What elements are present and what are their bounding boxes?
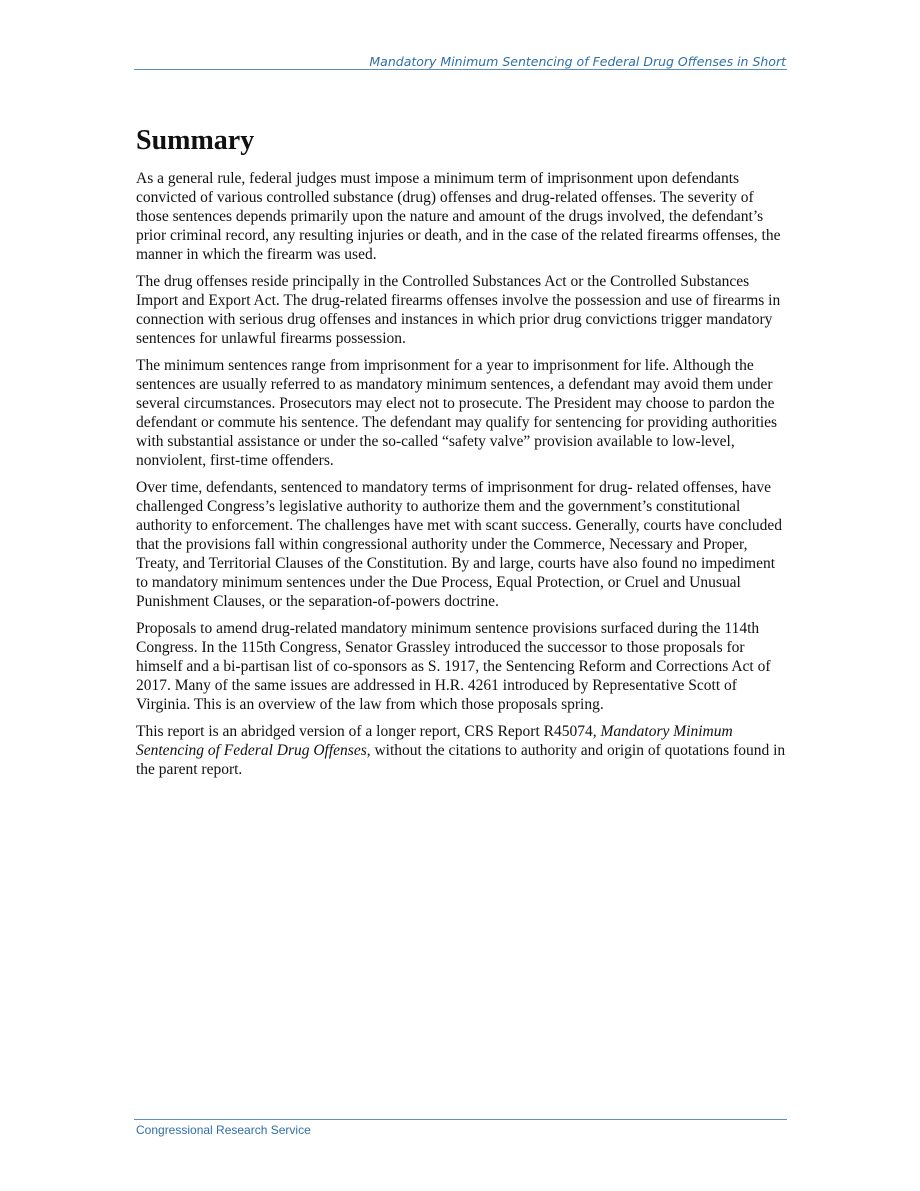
summary-heading: Summary [136, 125, 255, 156]
summary-section [136, 124, 786, 787]
summary-paragraph-6 [136, 722, 786, 779]
summary-paragraph-5: Proposals to amend drug-related mandatory minimum sentence provisions surfaced during the 114th Congress. In the 115th Congress, Senator Grassley introduced the successor to those proposals for himself and a bi-partisan list of co-sponsors as S. 1917, the Sentencing Reform and Corrections Act of 2017. Many of the same issues are addressed in H.R. 4261 introduced by Representative Scott of Virginia. This is an overview of the law from which those proposals spring. [136, 620, 771, 713]
summary-paragraph-2: The drug offenses reside principally in the Controlled Substances Act or the Controlled Substances Import and Export Act. The drug-related firearms offenses involve the possession and use of firearms in connection with serious drug offenses and instances in which prior drug convictions trigger mandatory sentences for unlawful firearms possession. [136, 273, 781, 347]
summary-paragraph-3: The minimum sentences range from imprisonment for a year to imprisonment for life. Although the sentences are usually referred to as mandatory minimum sentences, a defendant may avoid them under several circumstances. Prosecutors may elect not to prosecute. The President may choose to pardon the defendant or commute his sentence. The defendant may qualify for sentencing for providing authorities with substantial assistance or under the so-called “safety valve” provision available to low-level, nonviolent, first-time offenders. [136, 357, 778, 469]
paragraph-6-text-before: This report is an abridged version of a longer report, CRS Report R45074, [136, 723, 601, 740]
footer-divider [134, 1119, 787, 1120]
header-divider [134, 69, 787, 70]
running-header: Mandatory Minimum Sentencing of Federal Drug Offenses in Short [369, 54, 786, 69]
summary-paragraph-4: Over time, defendants, sentenced to mandatory terms of imprisonment for drug- related offenses, have challenged Congress’s legislative authority to authorize them and the government’s constitutional authority to enforcement. The challenges have met with scant success. Generally, courts have concluded that the provisions fall within congressional authority under the Commerce, Necessary and Proper, Treaty, and Territorial Clauses of the Constitution. By and large, courts have also found no impediment to mandatory minimum sentences under the Due Process, Equal Protection, or Cruel and Unusual Punishment Clauses, or the separation-of-powers doctrine. [136, 479, 783, 610]
footer-organization: Congressional Research Service [136, 1123, 311, 1137]
summary-paragraph-1: As a general rule, federal judges must impose a minimum term of imprisonment upon defendants convicted of various controlled substance (drug) offenses and drug-related offenses. The severity of those sentences depends primarily upon the nature and amount of the drugs involved, the defendant’s prior criminal record, any resulting injuries or death, and in the case of the related firearms offenses, the manner in which the firearm was used. [136, 170, 781, 263]
report-title-italic: Mandatory Minimum Sentencing of Federal Drug Offenses [136, 723, 733, 759]
paragraph-6-text-after: , without the citations to authority and origin of quotations found in the parent report. [136, 742, 786, 778]
